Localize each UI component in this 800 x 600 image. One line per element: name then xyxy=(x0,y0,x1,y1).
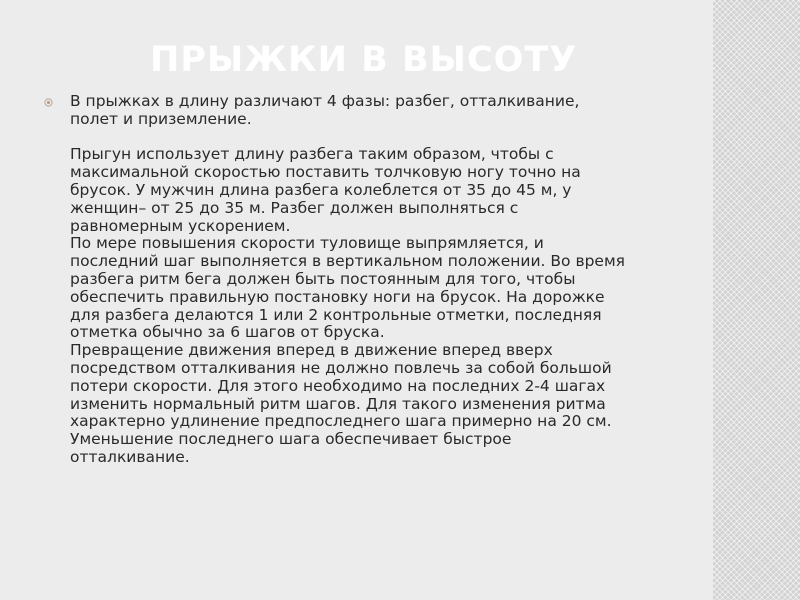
slide-title: ПРЫЖКИ В ВЫСОТУ xyxy=(150,40,578,80)
circle-bullet-icon xyxy=(44,98,53,107)
paragraph-run-up: Прыгун использует длину разбега таким образом, чтобы с максимальной скоростью поставить толчковую ногу точно на брусок. У мужчин длина разбега колеблется от 35 до 45 м, у женщин– от 25 до 35 м. Разбег должен выполняться с равномерным ускорением. По мере повышения скорости туловище выпрямляется, и последний шаг выполняется в вертикальном положении. Во время разбега ритм бега должен быть постоянным для того, чтобы обеспечить правильную постановку ноги на брусок. На дорожке для разбега делаются 1 или 2 контрольные отметки, последняя отметка обычно за 6 шагов от бруска. Превращение движения вперед в движение вперед вверх посредством отталкивания не должно повлечь за собой большой потери скорости. Для этого необходимо на последних 2-4 шагах изменить нормальный ритм шагов. Для такого изменения ритма характерно удлинение предпоследнего шага примерно на 20 см. Уменьшение последнего шага обеспечивает быстрое отталкивание. xyxy=(70,145,625,466)
decorative-side-band xyxy=(713,0,800,600)
bullet-text xyxy=(70,93,690,467)
paragraph-phases: В прыжках в длину различают 4 фазы: разбег, отталкивание, полет и приземление. xyxy=(70,92,580,128)
